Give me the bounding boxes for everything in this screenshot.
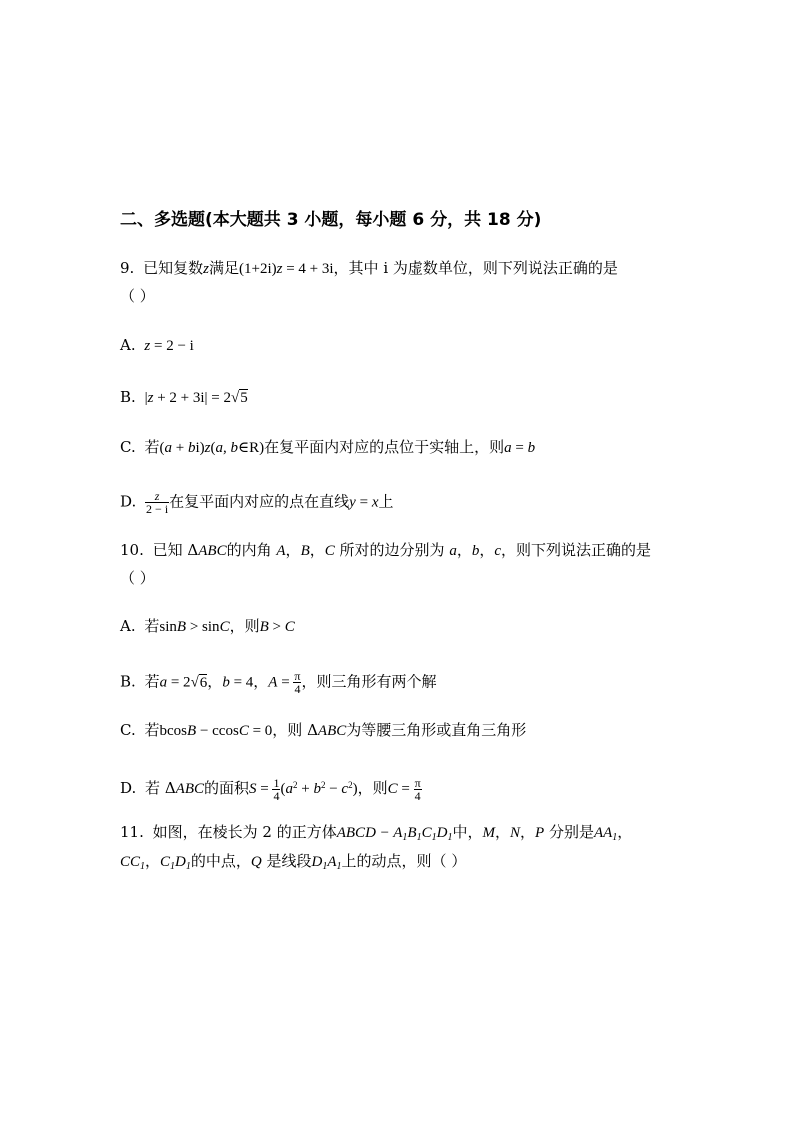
stem-text: ，其中 i 为虚数单位，则下列说法正确的是 — [333, 259, 618, 277]
fraction: $\frac{1}{4}$ — [273, 775, 280, 803]
question-9-stem — [120, 258, 618, 279]
stem-text: 若 — [144, 438, 160, 456]
stem-text: 上 — [378, 492, 394, 511]
math-expr: a = b — [504, 440, 536, 456]
option-label: D. — [120, 779, 137, 797]
fraction: $\frac{\pi}{4}$ — [414, 775, 421, 803]
stem-text: 在复平面内对应的点位于实轴上，则 — [264, 438, 505, 456]
option-label: A. — [120, 617, 136, 635]
q10-option-a: A. 若sinB > sinC，则B > C — [120, 617, 295, 635]
fraction: $\frac{z}{2 - i}$ — [146, 489, 169, 516]
question-10-stem: 10. 已知 ΔABC的内角 A，B，C 所对的边分别为 a，b，c，则下列说法正确的是 — [120, 541, 652, 559]
question-number: 11. — [120, 823, 144, 841]
q10-option-b: B. 若a = 2√6，b = 4，A = $\frac{\pi}{4}$ ，则三角形有两个解 — [120, 669, 437, 696]
question-number: 10. — [120, 541, 144, 559]
question-11-stem: 11. 如图，在棱长为 2 的正方体ABCD − $A_1B_1C_1D_1$中，M，N，P 分别是$AA_1$， — [120, 823, 633, 843]
math-expr: y = x — [349, 494, 379, 511]
stem-text: 在复平面内对应的点在直线 — [169, 492, 350, 511]
section-heading: 二、多选题(本大题共 3 小题，每小题 6 分，共 18 分) — [120, 210, 542, 230]
math-expr: |z + 2 + 3i| = 2√5 — [144, 390, 248, 406]
q9-option-d — [120, 490, 394, 515]
option-label: B. — [120, 672, 136, 691]
question-number: 9. — [120, 259, 135, 277]
math-var: z — [203, 261, 209, 277]
q9-option-a — [120, 335, 194, 356]
option-label: D. — [120, 492, 137, 511]
q10-option-d: D. 若 ΔABC的面积S = $\frac{1}{4}$ $(a^2 + b^2 - c^2)$，则C = $\frac{\pi}{4}$ — [120, 775, 421, 803]
math-expr: z = 2 − i — [144, 338, 194, 354]
option-label: C. — [120, 721, 136, 739]
math-expr: (a + bi)z(a, b∈R) — [159, 440, 265, 456]
fraction: $\frac{\pi}{4}$ — [294, 669, 301, 696]
q10-option-c: C. 若bcosB − ccosC = 0，则 ΔABC为等腰三角形或直角三角形 — [120, 721, 527, 739]
option-label: A. — [120, 336, 136, 354]
answer-blank: （ ） — [120, 569, 155, 587]
option-label: B. — [120, 388, 136, 406]
stem-text: 满足 — [208, 259, 239, 277]
answer-blank: （ ） — [120, 287, 155, 305]
option-label: C. — [120, 438, 136, 456]
question-11-stem-cont: $CC_1$，$C_1D_1$的中点，Q 是线段$D_1A_1$上的动点，则（ ） — [120, 852, 467, 872]
math-expr: (1+2i)z = 4 + 3i — [238, 261, 334, 277]
q9-option-b — [120, 387, 248, 408]
q9-option-c — [120, 437, 535, 458]
stem-text: 已知复数 — [143, 259, 204, 277]
